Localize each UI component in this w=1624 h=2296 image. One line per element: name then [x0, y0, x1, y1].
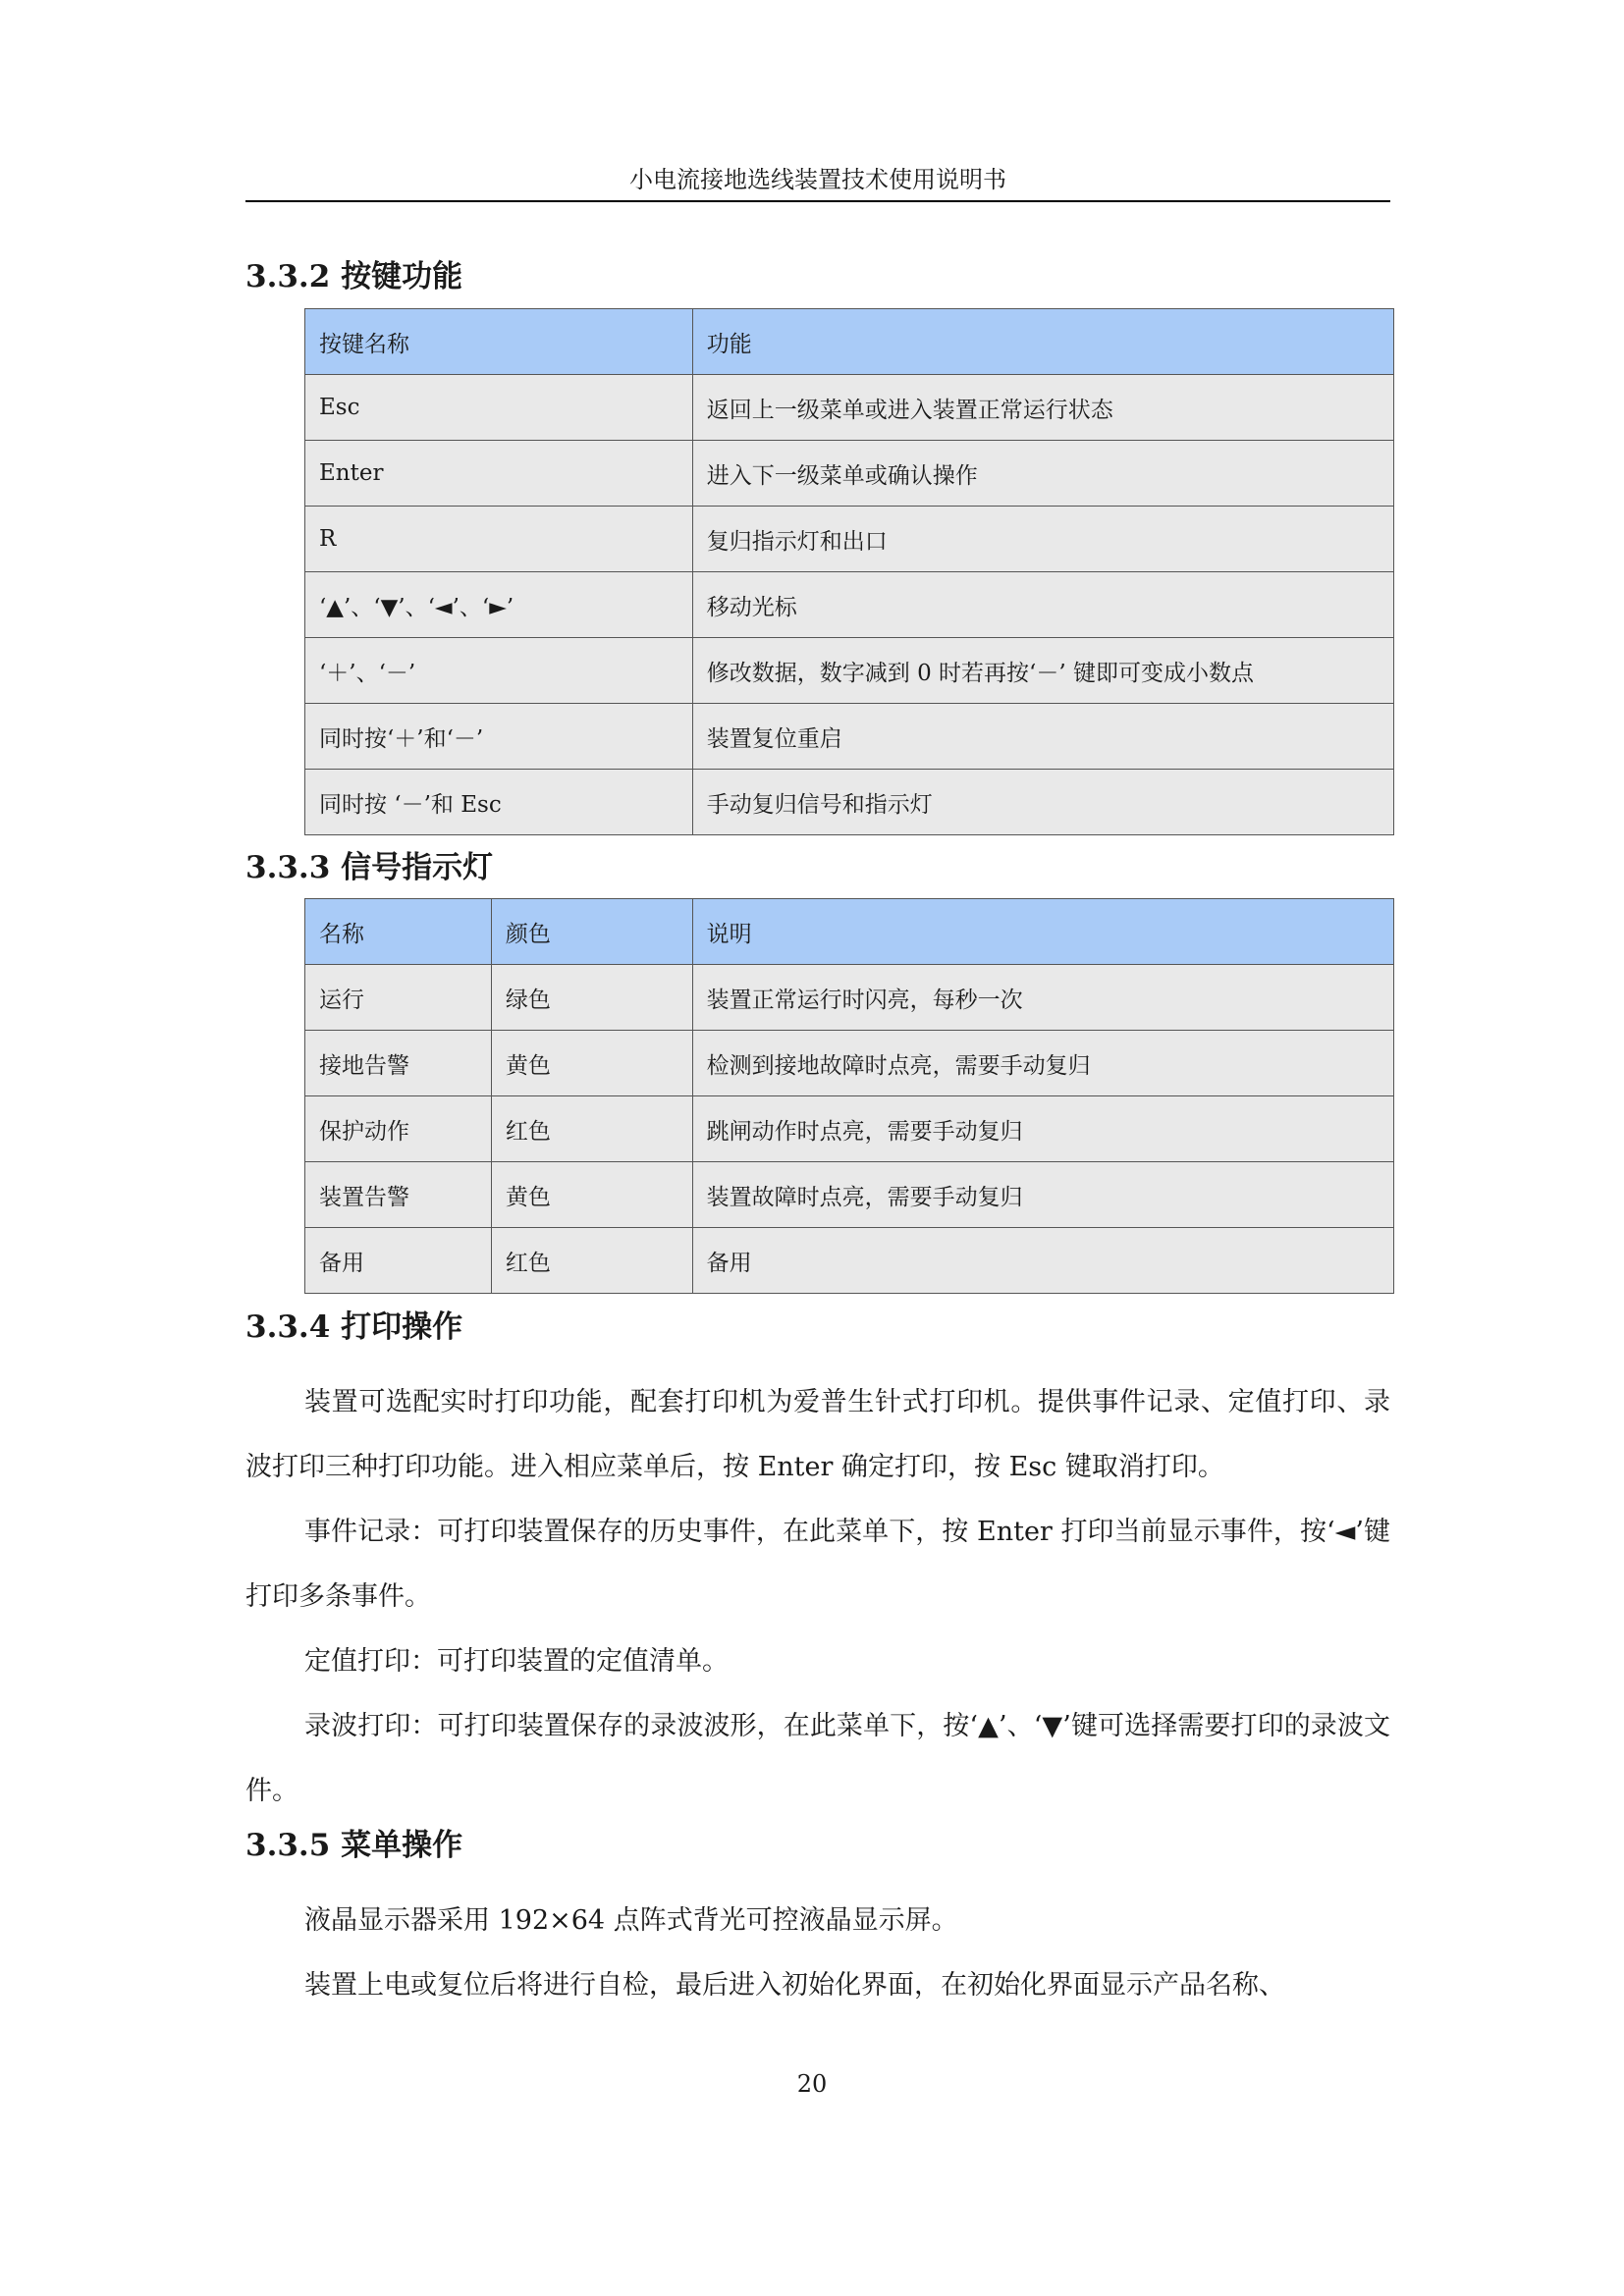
- table-row: [305, 1031, 1394, 1096]
- table-row: [305, 704, 1394, 770]
- column-header: 颜色: [491, 899, 692, 965]
- table-row: [305, 1162, 1394, 1228]
- key-function-cell: 手动复归信号和指示灯: [692, 770, 1393, 835]
- key-name-cell: R: [305, 507, 693, 572]
- page-number: 20: [796, 2070, 828, 2098]
- table-row: [305, 965, 1394, 1031]
- light-name-cell: 接地告警: [305, 1031, 492, 1096]
- light-description-cell: 装置故障时点亮，需要手动复归: [692, 1162, 1393, 1228]
- key-function-cell: 进入下一级菜单或确认操作: [692, 441, 1393, 507]
- startup-description-paragraph: 装置上电或复位后将进行自检，最后进入初始化界面，在初始化界面显示产品名称、: [304, 1970, 1285, 2001]
- light-name-cell: 保护动作: [305, 1096, 492, 1162]
- print-intro-paragraph: 装置可选配实时打印功能，配套打印机为爱普生针式打印机。提供事件记录、定值打印、录波打印三种打印功能。进入相应菜单后，按 Enter 确定打印，按 Esc 键取消打印。: [245, 1387, 1390, 1482]
- light-description-cell: 装置正常运行时闪亮，每秒一次: [692, 965, 1393, 1031]
- table-row: [305, 441, 1394, 507]
- column-header: 名称: [305, 899, 492, 965]
- column-header: 功能: [692, 309, 1393, 375]
- key-name-cell: 同时按‘＋’和‘－’: [305, 704, 693, 770]
- indicator-light-table: [304, 898, 1394, 1294]
- key-name-cell: ‘▲’、‘▼’、‘◄’、‘►’: [305, 572, 693, 638]
- light-name-cell: 运行: [305, 965, 492, 1031]
- key-function-cell: 复归指示灯和出口: [692, 507, 1393, 572]
- column-header: 说明: [692, 899, 1393, 965]
- setting-print-paragraph: 定值打印：可打印装置的定值清单。: [304, 1646, 729, 1677]
- section-332-title: 3.3.2 按键功能: [245, 259, 463, 294]
- table-row: [305, 1228, 1394, 1294]
- table-header-row: [305, 309, 1394, 375]
- section-333-title: 3.3.3 信号指示灯: [245, 850, 494, 885]
- key-function-cell: 返回上一级菜单或进入装置正常运行状态: [692, 375, 1393, 441]
- light-name-cell: 装置告警: [305, 1162, 492, 1228]
- key-name-cell: ‘＋’、‘－’: [305, 638, 693, 704]
- light-color-cell: 绿色: [491, 965, 692, 1031]
- table-header-row: [305, 899, 1394, 965]
- light-description-cell: 检测到接地故障时点亮，需要手动复归: [692, 1031, 1393, 1096]
- event-record-paragraph: 事件记录：可打印装置保存的历史事件，在此菜单下，按 Enter 打印当前显示事件，按‘◄’键打印多条事件。: [245, 1517, 1390, 1612]
- table-row: [305, 375, 1394, 441]
- table-row: [305, 638, 1394, 704]
- light-color-cell: 黄色: [491, 1031, 692, 1096]
- table-row: [305, 507, 1394, 572]
- light-description-cell: 跳闸动作时点亮，需要手动复归: [692, 1096, 1393, 1162]
- key-name-cell: 同时按 ‘－’和 Esc: [305, 770, 693, 835]
- table-row: [305, 770, 1394, 835]
- key-function-cell: 移动光标: [692, 572, 1393, 638]
- section-335-title: 3.3.5 菜单操作: [245, 1828, 463, 1863]
- light-color-cell: 红色: [491, 1096, 692, 1162]
- key-name-cell: Esc: [305, 375, 693, 441]
- light-color-cell: 红色: [491, 1228, 692, 1294]
- column-header: 按键名称: [305, 309, 693, 375]
- table-row: [305, 1096, 1394, 1162]
- section-334-title: 3.3.4 打印操作: [245, 1309, 463, 1345]
- key-function-cell: 修改数据，数字减到 0 时若再按‘－’ 键即可变成小数点: [692, 638, 1393, 704]
- lcd-description-paragraph: 液晶显示器采用 192×64 点阵式背光可控液晶显示屏。: [304, 1905, 958, 1936]
- light-color-cell: 黄色: [491, 1162, 692, 1228]
- light-name-cell: 备用: [305, 1228, 492, 1294]
- light-description-cell: 备用: [692, 1228, 1393, 1294]
- key-function-cell: 装置复位重启: [692, 704, 1393, 770]
- key-name-cell: Enter: [305, 441, 693, 507]
- page-header: 小电流接地选线装置技术使用说明书: [245, 159, 1390, 202]
- key-function-table: [304, 308, 1394, 835]
- wave-print-paragraph: 录波打印：可打印装置保存的录波波形，在此菜单下，按‘▲’、‘▼’键可选择需要打印的录波文件。: [245, 1711, 1390, 1806]
- table-row: [305, 572, 1394, 638]
